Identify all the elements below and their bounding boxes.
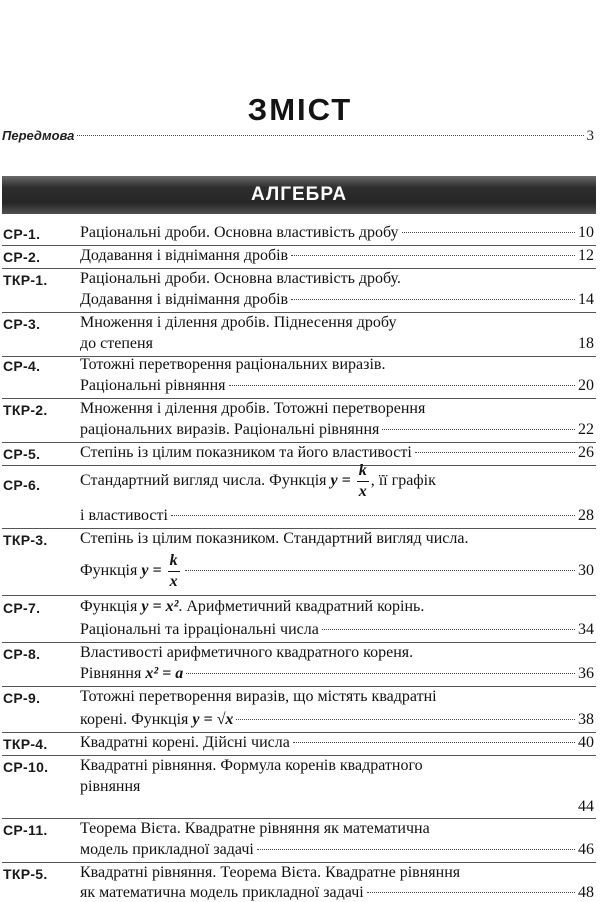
entry-code: СР-11. xyxy=(3,822,48,838)
entry-title: Додавання і віднімання дробів xyxy=(80,291,289,308)
entry-title: Додавання і віднімання дробів xyxy=(80,247,289,264)
toc-entry-line[interactable] xyxy=(80,291,594,309)
toc-entry-line[interactable] xyxy=(80,377,594,395)
toc-entry-line[interactable] xyxy=(80,421,594,439)
entry-title: Арифметичний квадратний корінь. xyxy=(186,598,425,615)
entry-title: Властивості арифметичного квадратного кореня. xyxy=(80,644,414,661)
entry-title: Степінь із цілим показником та його властивості xyxy=(80,444,412,461)
separator xyxy=(2,312,596,313)
separator xyxy=(2,595,596,596)
toc-entry-line[interactable] xyxy=(80,444,594,462)
entry-title: Функція xyxy=(80,562,138,580)
entry-title: Рівняння xyxy=(80,665,142,682)
entry-code: ТКР-1. xyxy=(3,272,48,288)
separator xyxy=(2,268,596,269)
toc-entry-line[interactable] xyxy=(80,711,594,729)
page-title: ЗМІСТ xyxy=(247,92,353,127)
toc-entry-line[interactable] xyxy=(80,335,594,353)
dot-leader xyxy=(291,255,575,256)
toc-entry-line[interactable] xyxy=(80,665,594,683)
separator xyxy=(2,818,596,819)
entry-code: СР-8. xyxy=(3,646,41,662)
entry-title: Квадратні рівняння. Теорема Вієта. Квадратне рівняння xyxy=(80,864,461,881)
entry-code: СР-6. xyxy=(3,477,41,493)
toc-entry-line[interactable] xyxy=(80,224,594,242)
entry-title-formula xyxy=(80,553,182,590)
page-number: 34 xyxy=(578,621,594,638)
entry-title: до степеня xyxy=(80,335,153,352)
page-number: 3 xyxy=(586,128,594,144)
entry-title-formula xyxy=(80,665,183,683)
entry-title: корені. Функція xyxy=(80,711,189,728)
separator xyxy=(2,245,596,246)
page-number: 30 xyxy=(578,562,594,580)
separator xyxy=(2,642,596,643)
fraction-denominator: x xyxy=(358,483,367,500)
page-number: 26 xyxy=(578,444,594,461)
fraction-denominator: x xyxy=(169,573,178,590)
entry-title: як математична модель прикладної задачі xyxy=(80,884,364,901)
dot-leader xyxy=(229,385,575,386)
page-number: 46 xyxy=(578,841,594,858)
entry-title: Квадратні рівняння. Формула коренів квадратного xyxy=(80,757,423,774)
entry-code: СР-7. xyxy=(3,600,41,616)
toc-entry-line[interactable] xyxy=(80,778,594,815)
separator xyxy=(2,732,596,733)
formula-y-eq: y = xyxy=(141,562,162,580)
fraction-k-over-x xyxy=(357,463,369,500)
toc-entry-preface[interactable] xyxy=(2,128,594,145)
dot-leader xyxy=(186,673,575,674)
entry-code: СР-9. xyxy=(3,690,41,706)
entry-title-formula: Стандартний вигляд числа. Функція y = $\frac{k}{x}$ , її графік xyxy=(80,462,436,500)
toc-entry-line[interactable] xyxy=(80,841,594,859)
dot-leader xyxy=(367,892,575,893)
entry-code: ТКР-4. xyxy=(3,736,48,752)
separator xyxy=(2,755,596,756)
entry-title: Квадратні корені. Дійсні числа xyxy=(80,734,290,751)
entry-code: СР-3. xyxy=(3,316,41,332)
page-number: 22 xyxy=(578,421,594,438)
entry-code: СР-1. xyxy=(3,226,41,242)
entry-code: СР-10. xyxy=(3,759,49,775)
toc-entry-line[interactable] xyxy=(80,507,594,525)
toc-entry-line[interactable] xyxy=(80,734,594,752)
separator xyxy=(2,442,596,443)
preface-label: Передмова xyxy=(2,128,75,143)
entry-title: Множення і ділення дробів. Піднесення дробу xyxy=(80,314,397,331)
dot-leader xyxy=(257,849,575,850)
entry-title: Раціональні дроби. Основна властивість дробу xyxy=(80,224,399,241)
page-number: 20 xyxy=(578,377,594,394)
formula-y-x-squared: y = x² xyxy=(141,598,179,615)
separator xyxy=(2,862,596,863)
entry-title: Раціональні та ірраціональні числа xyxy=(80,621,319,638)
fraction-k-over-x xyxy=(168,553,180,590)
dot-leader xyxy=(236,719,575,720)
entry-code: СР-4. xyxy=(3,358,41,374)
toc-entry-line[interactable] xyxy=(80,247,594,265)
entry-title: Раціональні дроби. Основна властивість дробу. xyxy=(80,270,401,287)
section-header-algebra: АЛГЕБРА xyxy=(2,176,596,214)
entry-title: Тотожні перетворення виразів, що містять квадратні xyxy=(80,688,437,705)
entry-title: раціональних виразів. Раціональні рівняння xyxy=(80,421,380,438)
entry-title: Теорема Вієта. Квадратне рівняння як математична xyxy=(80,820,430,837)
dot-leader xyxy=(382,429,575,430)
dot-leader xyxy=(185,570,575,571)
separator xyxy=(2,528,596,529)
page-number: 12 xyxy=(578,247,594,264)
page-number: 48 xyxy=(578,884,594,901)
page-number: 40 xyxy=(578,734,594,751)
toc-entry-line[interactable] xyxy=(80,553,594,590)
page-number: 14 xyxy=(578,291,594,308)
entry-title: і властивості xyxy=(80,507,168,524)
page-number: 44 xyxy=(578,798,594,815)
dot-leader xyxy=(322,629,575,630)
entry-code: ТКР-2. xyxy=(3,402,48,418)
toc-entry-line[interactable] xyxy=(80,884,594,902)
entry-title: Раціональні рівняння xyxy=(80,377,226,394)
entry-title: її графік xyxy=(378,472,436,490)
separator xyxy=(2,686,596,687)
page-number: 36 xyxy=(578,665,594,682)
entry-title: рівняння xyxy=(80,778,141,795)
entry-code: СР-5. xyxy=(3,446,41,462)
dot-leader xyxy=(415,452,575,453)
dot-leader xyxy=(402,232,575,233)
toc-entry-line[interactable] xyxy=(80,621,594,639)
page-number: 28 xyxy=(578,507,594,524)
entry-code: ТКР-5. xyxy=(3,866,48,882)
entry-title-formula xyxy=(80,711,233,729)
fraction-numerator: k xyxy=(357,463,369,482)
entry-title: Множення і ділення дробів. Тотожні перетворення xyxy=(80,400,426,417)
dot-leader xyxy=(77,135,583,136)
formula-x-squared-eq-a: x² = a xyxy=(145,665,184,682)
dot-leader xyxy=(293,742,575,743)
separator xyxy=(2,398,596,399)
page-number: 18 xyxy=(578,335,594,352)
entry-code: СР-2. xyxy=(3,249,41,265)
dot-leader xyxy=(171,515,575,516)
page-number: 10 xyxy=(578,224,594,241)
formula-y-eq: y = xyxy=(330,472,351,490)
dot-leader xyxy=(291,299,575,300)
entry-title: Стандартний вигляд числа. Функція xyxy=(80,472,327,490)
page-number: 38 xyxy=(578,711,594,728)
entry-code: ТКР-3. xyxy=(3,532,48,548)
entry-title: модель прикладної задачі xyxy=(80,841,254,858)
fraction-numerator: k xyxy=(168,553,180,572)
entry-title: Функція xyxy=(80,598,138,615)
entry-title-formula: Функція y = x². Арифметичний квадратний корінь. xyxy=(80,598,425,615)
formula-y-sqrt-x: y = √x xyxy=(192,711,234,728)
entry-title: Тотожні перетворення раціональних виразів. xyxy=(80,356,386,373)
entry-title: Степінь із цілим показником. Стандартний вигляд числа. xyxy=(80,530,469,547)
